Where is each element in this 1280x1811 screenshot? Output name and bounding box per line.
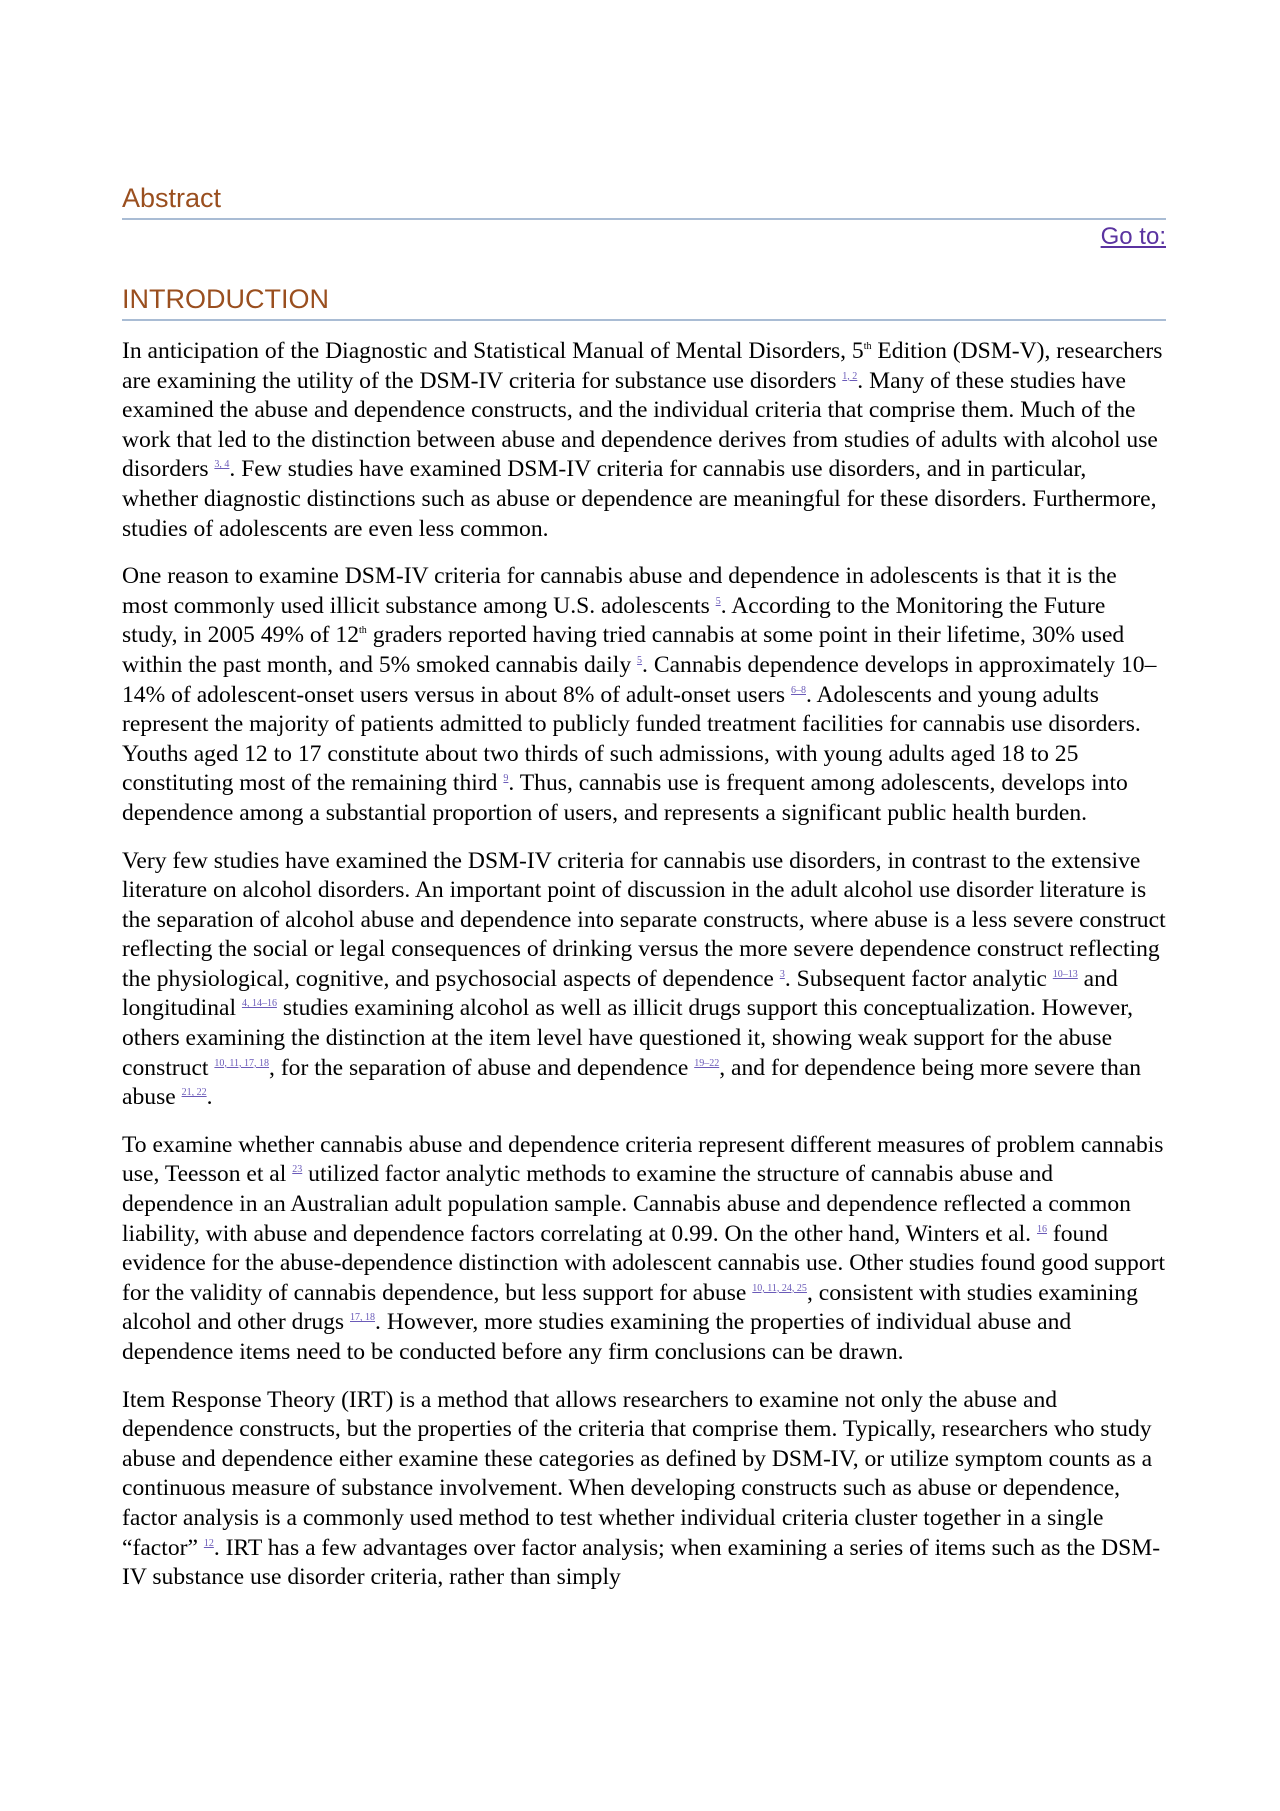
paragraph-text: . Few studies have examined DSM-IV criteria for cannabis use disorders, and in particular, whether diagnostic distinctions such as abuse or dependence are meaningful for these disorders. Furthermore, studies of adolescents are even less common.	[122, 456, 1157, 542]
introduction-body	[122, 337, 1166, 1593]
paragraph-text: .	[206, 1084, 213, 1111]
citation-link[interactable]: 10, 11, 17, 18	[214, 1057, 270, 1069]
paragraph-text: . Cannabis dependence develops in approximately 10–14% of adolescent-onset users versus in about 8% of adult-onset users	[122, 651, 1157, 708]
citation-link[interactable]: 16	[1036, 1223, 1047, 1235]
paragraph-text: utilized factor analytic methods to examine the structure of cannabis abuse and dependence in an Australian adult population sample. Cannabis abuse and dependence reflected a common liability, with abuse and dependence factors correlating at 0.99. On the other hand, Winters et al.	[122, 1161, 1131, 1247]
paragraph-text: . Many of these studies have examined the abuse and dependence constructs, and the individual criteria that comprise them. Much of the work that led to the distinction between abuse and dependence derives from studies of adults with alcohol use disorders	[122, 367, 1158, 483]
body-paragraph	[122, 337, 1166, 544]
paragraph-text: To examine whether cannabis abuse and dependence criteria represent different measures of problem cannabis use, Teesson et al	[122, 1131, 1164, 1188]
paragraph-text: , and for dependence being more severe than abuse	[122, 1054, 1142, 1111]
paragraph-text: studies examining alcohol as well as illicit drugs support this conceptualization. However, others examining the distinction at the item level have questioned it, showing weak support for the abuse construct	[122, 995, 1134, 1081]
paragraph-text: . Adolescents and young adults represent the majority of patients admitted to publicly funded treatment facilities for cannabis use disorders. Youths aged 12 to 17 constitute about two thirds of such admissions, with young adults aged 18 to 25 constituting most of the remaining third	[122, 681, 1141, 797]
citation-link[interactable]: 10–13	[1052, 968, 1078, 980]
paragraph-text: , for the separation of abuse and dependence	[269, 1054, 695, 1081]
paragraph-text: . However, more studies examining the properties of individual abuse and dependence items need to be conducted before any firm conclusions can be drawn.	[122, 1309, 1072, 1365]
paragraph-text: Edition (DSM-V), researchers are examining the utility of the DSM-IV criteria for substance use disorders	[122, 338, 1163, 394]
ordinal-superscript: th	[863, 341, 872, 352]
citation-link[interactable]: 9	[503, 773, 509, 785]
paragraph-text: One reason to examine DSM-IV criteria for cannabis abuse and dependence in adolescents is that it is the most commonly used illicit substance among U.S. adolescents	[122, 563, 1117, 619]
abstract-heading: Abstract	[122, 180, 1166, 220]
paragraph-text: . Subsequent factor analytic	[784, 965, 1053, 992]
citation-link[interactable]: 17, 18	[350, 1312, 376, 1324]
ordinal-superscript: th	[359, 625, 367, 637]
paragraph-text: . IRT has a few advantages over factor analysis; when examining a series of items such as the DSM-IV substance use disorder criteria, rather than simply	[122, 1534, 1161, 1591]
citation-link[interactable]: 3	[779, 968, 785, 980]
citation-link[interactable]: 3, 4	[214, 459, 230, 471]
citation-link[interactable]: 5	[637, 654, 643, 666]
citation-link[interactable]: 12	[203, 1537, 214, 1549]
citation-link[interactable]: 5	[715, 595, 721, 607]
citation-link[interactable]: 10, 11, 24, 25	[752, 1282, 807, 1294]
citation-link[interactable]: 19–22	[694, 1057, 720, 1069]
introduction-heading: INTRODUCTION	[122, 281, 1166, 321]
body-paragraph	[122, 1131, 1166, 1368]
goto-row	[122, 223, 1166, 259]
paragraph-text: , consistent with studies examining alcohol and other drugs	[122, 1279, 1138, 1336]
article-page	[122, 180, 1166, 1611]
citation-link[interactable]: 4, 14–16	[241, 998, 277, 1010]
paragraph-text: Very few studies have examined the DSM-IV criteria for cannabis use disorders, in contrast to the extensive literature on alcohol disorders. An important point of discussion in the adult alcohol use disorder literature is the separation of alcohol abuse and dependence into separate constructs, where abuse is a less severe construct reflecting the social or legal consequences of drinking versus the more severe dependence construct reflecting the physiological, cognitive, and psychosocial aspects of dependence	[122, 847, 1166, 992]
paragraph-text: . Thus, cannabis use is frequent among adolescents, develops into dependence among a substantial proportion of users, and represents a significant public health burden.	[122, 770, 1128, 826]
citation-link[interactable]: 6–8	[791, 684, 806, 696]
citation-link[interactable]: 1, 2	[842, 370, 858, 382]
paragraph-text: and longitudinal	[122, 965, 1118, 1022]
body-paragraph	[122, 562, 1166, 828]
paragraph-text: Item Response Theory (IRT) is a method that allows researchers to examine not only the abuse and dependence constructs, but the properties of the criteria that comprise them. Typically, researchers who study abuse and dependence either examine these categories as defined by DSM-IV, or utilize symptom counts as a continuous measure of substance involvement. When developing constructs such as abuse or dependence, factor analysis is a commonly used method to test whether individual criteria cluster together in a single “factor”	[122, 1386, 1153, 1561]
citation-link[interactable]: 23	[292, 1164, 303, 1176]
paragraph-text: . According to the Monitoring the Future study, in 2005 49% of 12	[122, 592, 1106, 649]
body-paragraph	[122, 1386, 1166, 1593]
goto-link[interactable]: Go to:	[1100, 223, 1166, 250]
paragraph-text: found evidence for the abuse-dependence distinction with adolescent cannabis use. Other studies found good support for the validity of cannabis dependence, but less support for abuse	[122, 1220, 1166, 1306]
paragraph-text: graders reported having tried cannabis at some point in their lifetime, 30% used within the past month, and 5% smoked cannabis daily	[122, 622, 1125, 678]
citation-link[interactable]: 21, 22	[181, 1087, 207, 1099]
body-paragraph	[122, 847, 1166, 1113]
paragraph-text: In anticipation of the Diagnostic and Statistical Manual of Mental Disorders, 5	[122, 338, 864, 364]
